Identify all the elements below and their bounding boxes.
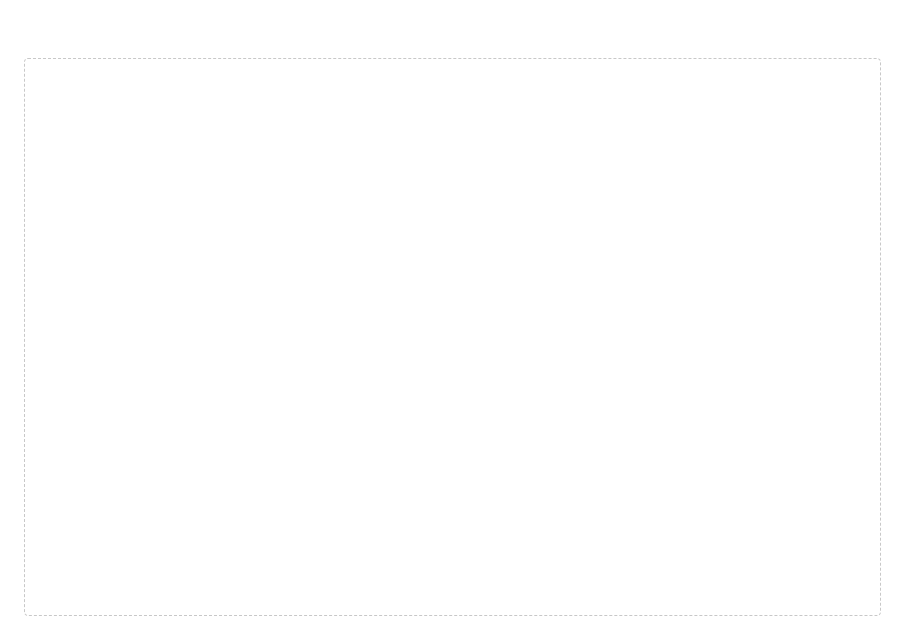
- page-title: [24, 24, 881, 46]
- content-area: [24, 58, 881, 616]
